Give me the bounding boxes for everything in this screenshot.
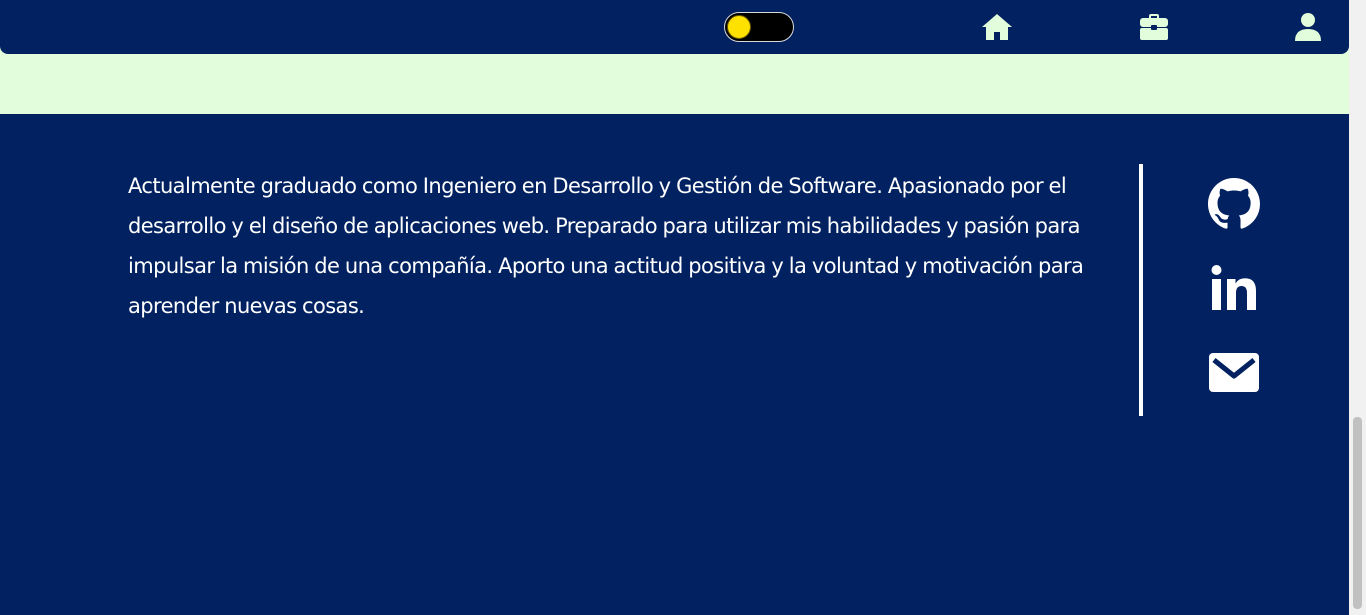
portfolio-nav-button[interactable] [1138, 12, 1170, 42]
footer [0, 114, 1349, 615]
github-icon [1208, 178, 1260, 230]
briefcase-icon [1139, 13, 1169, 41]
about-text: Actualmente graduado como Ingeniero en Desarrollo y Gestión de Software. Apasionado por el desarrollo y el diseño de aplicaciones web. Preparado para utilizar mis habilidades y pasión para impulsar la misión de una compañía. Aporto una actitud positiva y la voluntad y motivación para aprender nuevas cosas. [128, 174, 1084, 318]
scrollbar-thumb[interactable] [1353, 417, 1362, 609]
theme-toggle[interactable] [724, 12, 794, 42]
toggle-knob[interactable] [727, 15, 751, 39]
user-icon [1294, 12, 1322, 42]
footer-divider [1139, 164, 1143, 416]
home-nav-button[interactable] [981, 12, 1013, 42]
top-navbar [0, 0, 1349, 54]
profile-nav-button[interactable] [1292, 12, 1324, 42]
linkedin-link[interactable] [1208, 264, 1260, 312]
page-scrollbar[interactable] [1349, 0, 1366, 615]
github-link[interactable] [1208, 178, 1260, 230]
email-link[interactable] [1208, 352, 1260, 393]
home-icon [981, 13, 1013, 41]
linkedin-icon [1210, 264, 1258, 312]
email-icon [1208, 352, 1260, 393]
